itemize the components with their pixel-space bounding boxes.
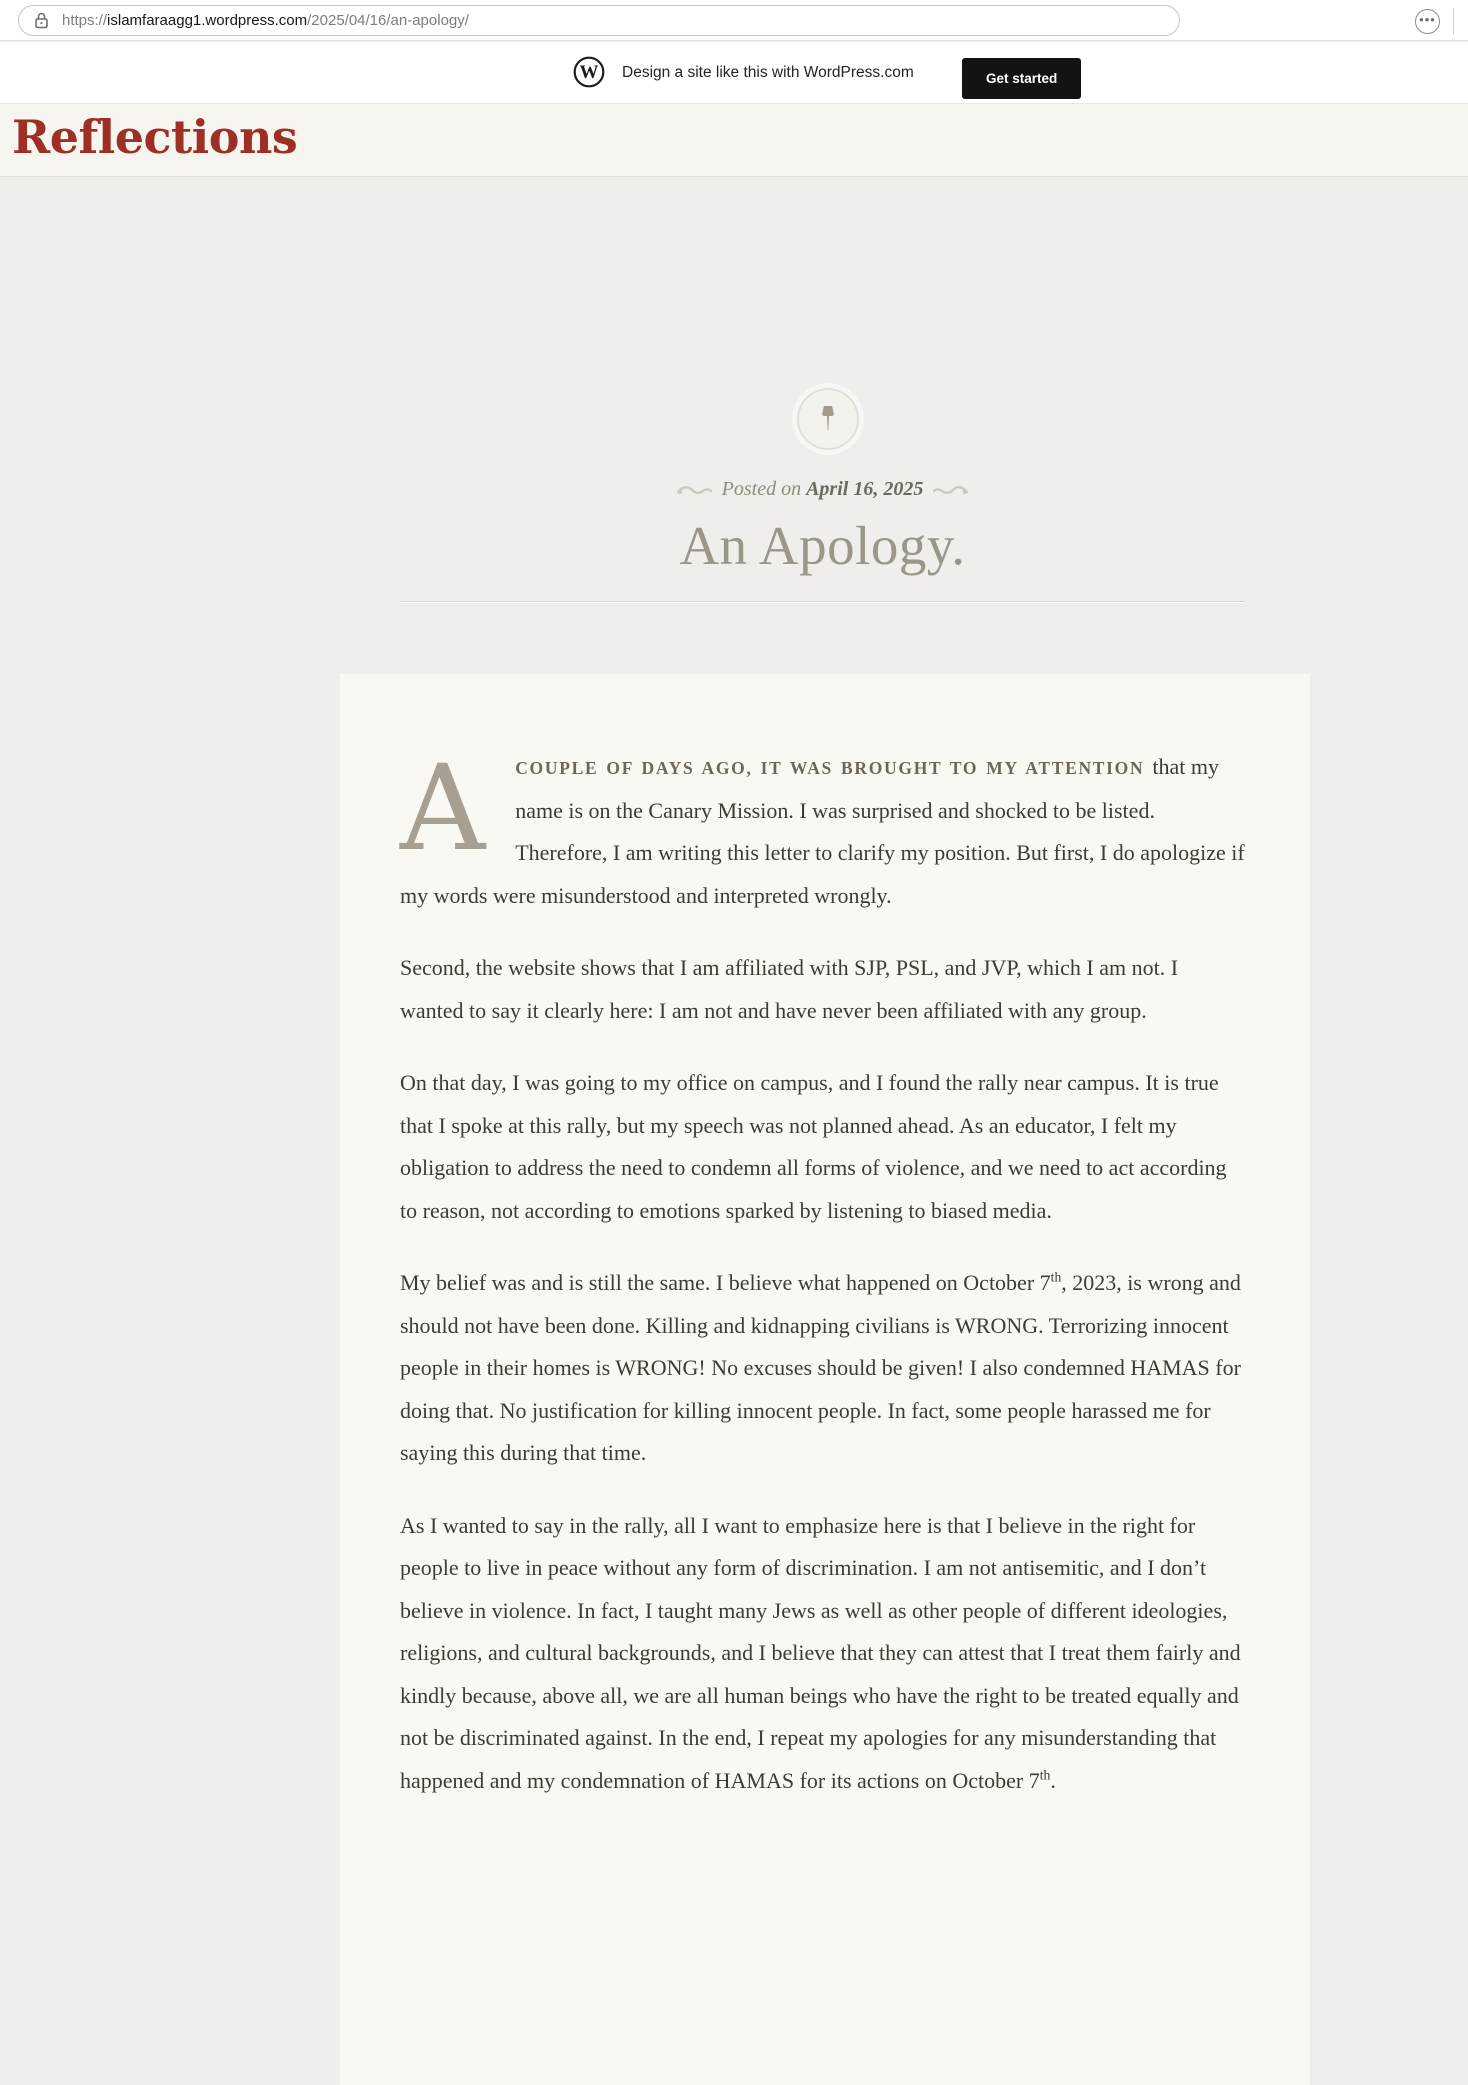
post-card <box>340 674 1310 2085</box>
site-header <box>0 104 1468 176</box>
article-paragraph: As I wanted to say in the rally, all I want to emphasize here is that I believe in the right for people to live in peace without any form of discrimination. I am not antisemitic, and I don’t believe in violence. In fact, I taught many Jews as well as other people of different ideologies, religions, and cultural backgrounds, and I believe that they can attest that I treat them fairly and kindly because, above all, we are all human beings who have the right to be treated equally and not be discriminated against. In the end, I repeat my apologies for any misunderstanding that happened and my condemnation of HAMAS for its actions on October 7th. <box>400 1512 1241 1793</box>
flourish-left-icon <box>676 484 712 497</box>
lock-icon[interactable] <box>33 11 50 30</box>
url-scheme: https:// <box>62 12 108 29</box>
svg-text:W: W <box>579 62 599 83</box>
article-paragraph: Second, the website shows that I am affiliated with SJP, PSL, and JVP, which I am not. I wanted to say it clearly here: I am not and have never been affiliated with any group. <box>400 955 1179 1023</box>
site-title[interactable]: Reflections <box>12 110 298 164</box>
url-host: islamfaraagg1.wordpress.com <box>107 12 308 29</box>
wordpress-logo-icon[interactable] <box>573 56 605 93</box>
toolbar-divider <box>1453 8 1454 34</box>
post-meta <box>400 478 1245 501</box>
wordpress-banner <box>0 42 1468 104</box>
more-options-icon[interactable]: ••• <box>1415 9 1440 34</box>
pin-icon <box>815 404 841 434</box>
banner-message: Design a site like this with WordPress.com <box>622 64 914 81</box>
flourish-right-icon <box>933 484 969 497</box>
main-content <box>0 176 1468 1908</box>
title-divider <box>400 601 1245 603</box>
post-date[interactable]: April 16, 2025 <box>806 478 924 500</box>
lead-smallcaps: COUPLE OF DAYS AGO, IT WAS BROUGHT TO MY ATTENTION <box>515 758 1153 778</box>
url-text[interactable] <box>62 12 469 29</box>
article-body <box>400 739 1245 1802</box>
get-started-button[interactable]: Get started <box>962 58 1081 99</box>
article-paragraph: On that day, I was going to my office on campus, and I found the rally near campus. It is true that I spoke at this rally, but my speech was not planned ahead. As an educator, I felt my obligation to address the need to condemn all forms of violence, and we need to act according to reason, not according to emotions sparked by listening to biased media. <box>400 1070 1227 1223</box>
drop-cap: A <box>400 739 486 877</box>
article-paragraph: My belief was and is still the same. I believe what happened on October 7th, 2023, is wrong and should not have been done. Killing and kidnapping civilians is WRONG. Terrorizing innocent people in their homes is WRONG! No excuses should be given! I also condemned HAMAS for doing that. No justification for killing innocent people. In fact, some people harassed me for saying this during that time. <box>400 1269 1241 1465</box>
address-bar[interactable] <box>18 5 1180 36</box>
url-path: /2025/04/16/an-apology/ <box>307 12 469 29</box>
browser-toolbar <box>0 0 1468 41</box>
sticky-post-badge <box>797 388 859 450</box>
post-title: An Apology. <box>679 515 966 576</box>
article-paragraph: A COUPLE OF DAYS AGO, IT WAS BROUGHT TO MY ATTENTION that my name is on the Canary Mission. I was surprised and shocked to be listed. Therefore, I am writing this letter to clarify my position. But first, I do apologize if my words were misunderstood and interpreted wrongly. <box>400 739 1245 908</box>
posted-on-label: Posted on <box>721 478 807 500</box>
